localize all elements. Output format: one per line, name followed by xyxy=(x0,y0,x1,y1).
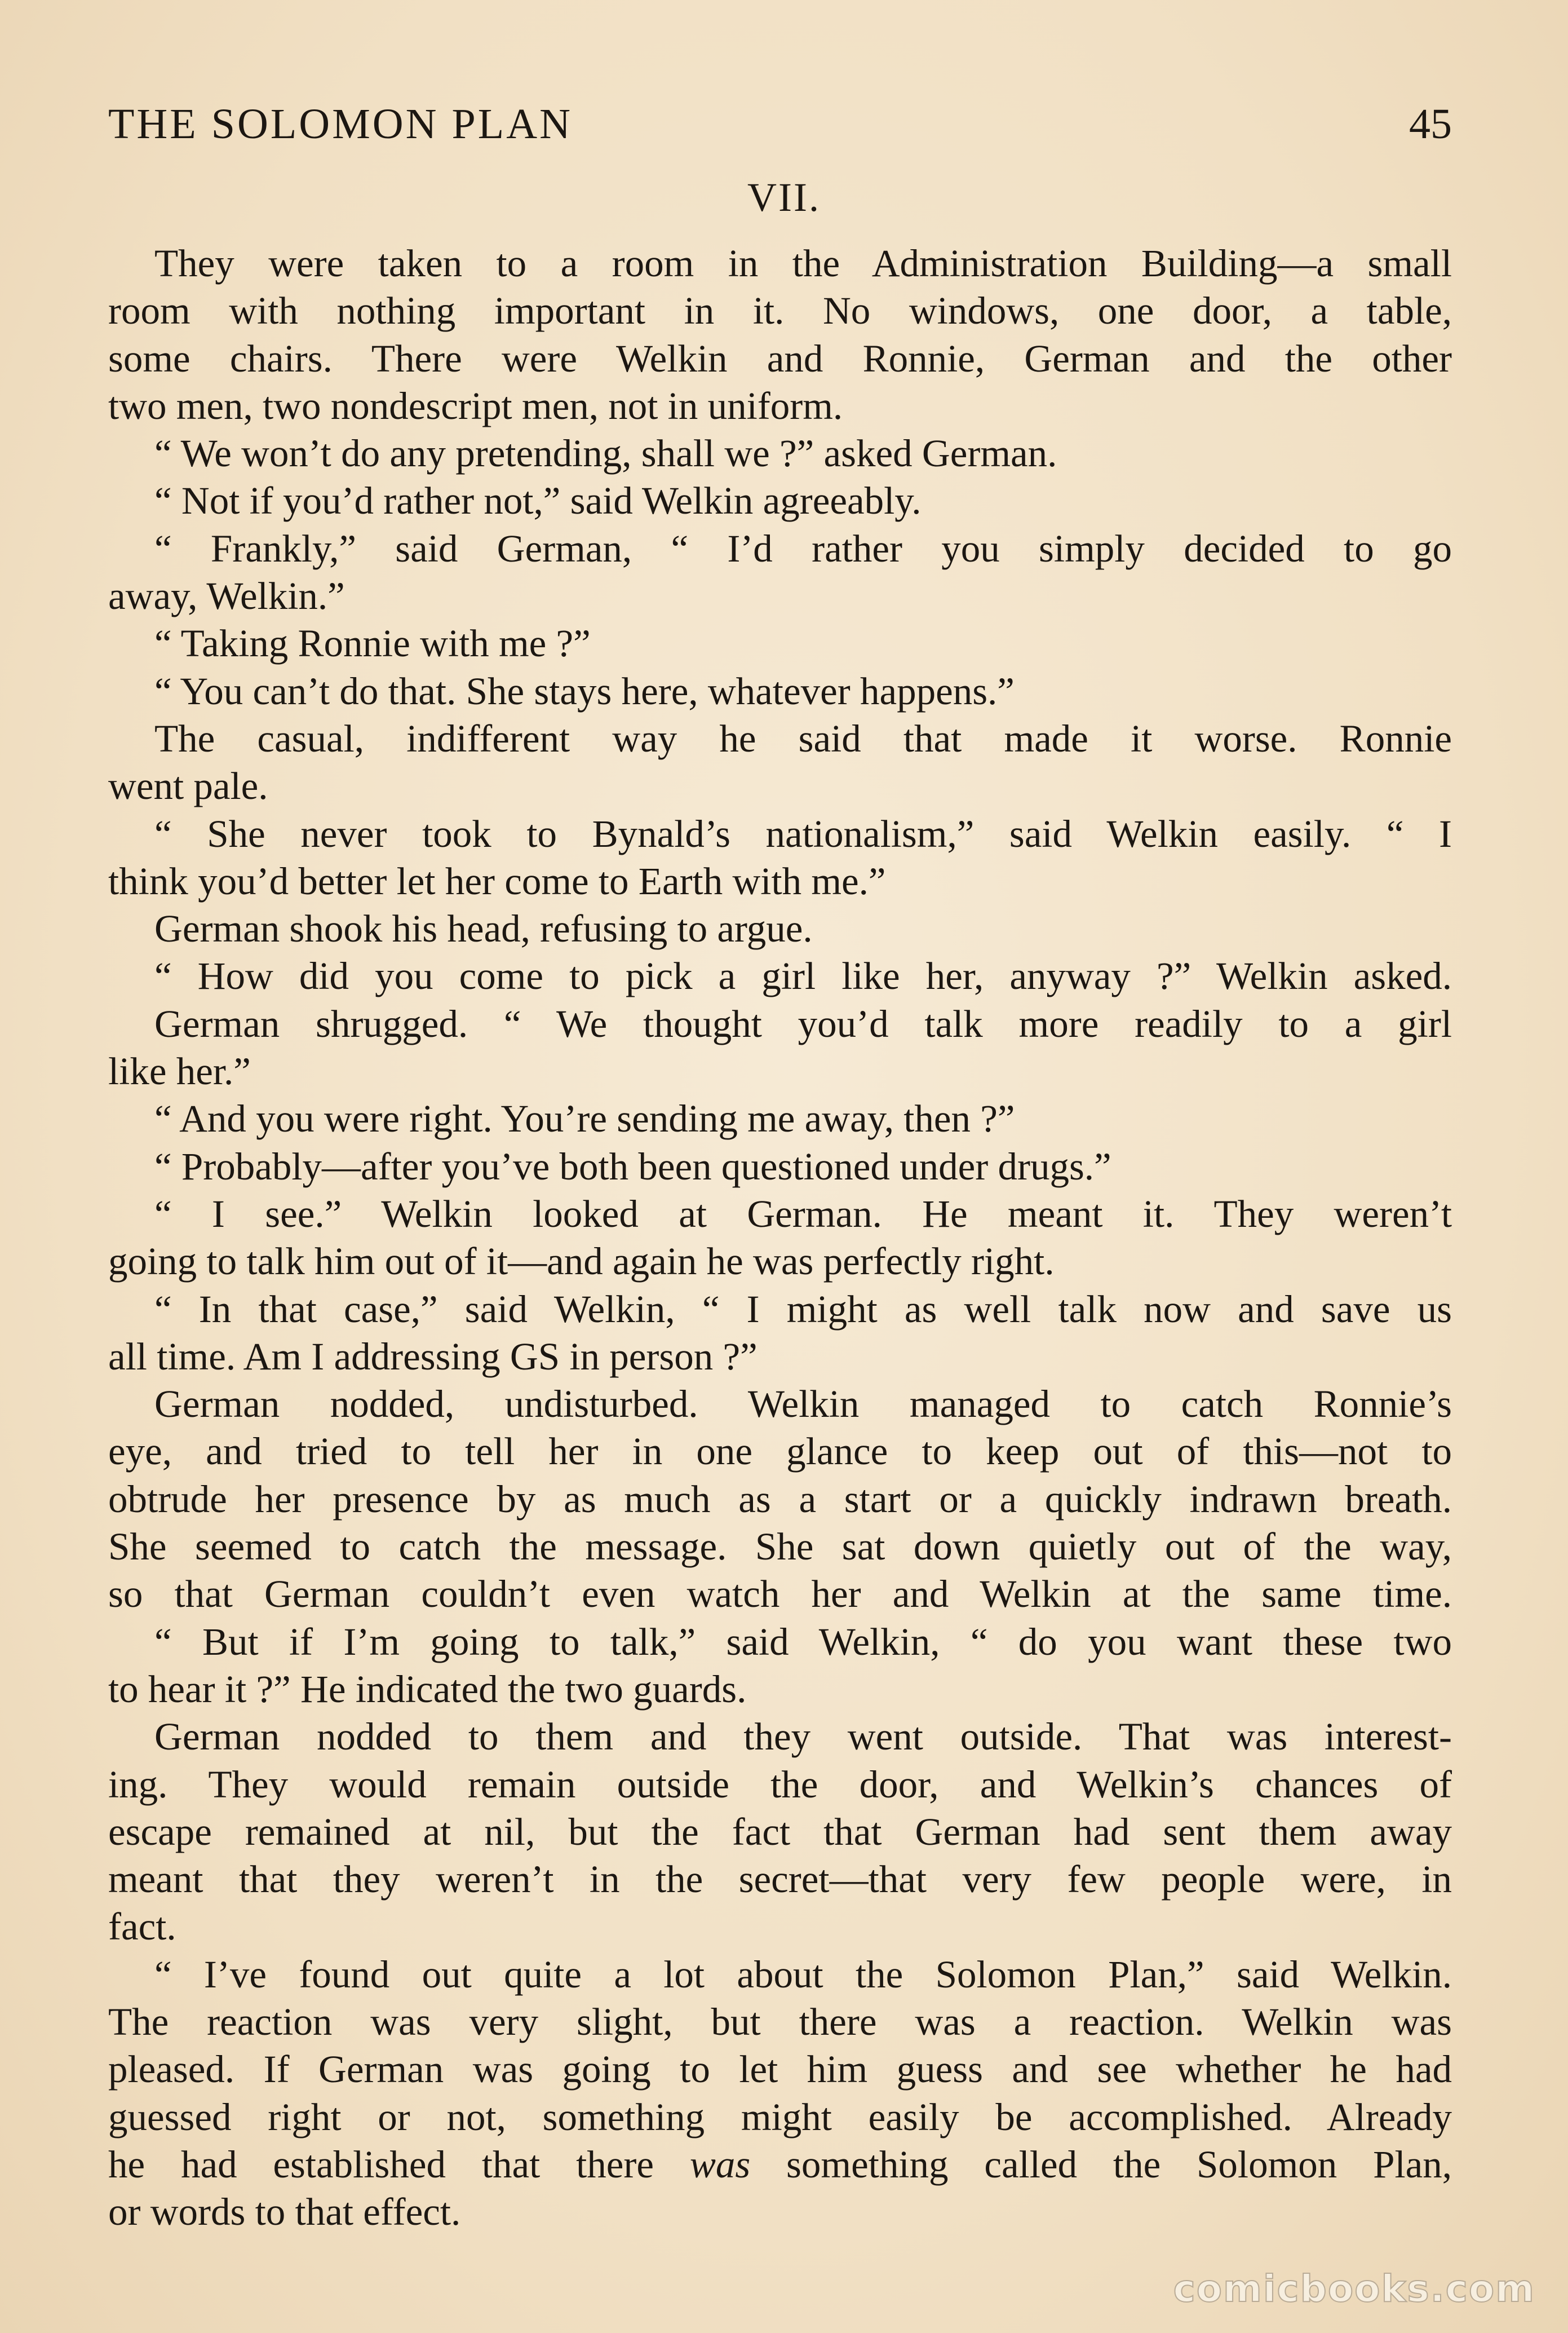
text-line: going to talk him out of it—and again he was perfectly right. xyxy=(108,1240,1055,1283)
text-line: “ We won’t do any pretending, shall we ?” asked German. xyxy=(154,432,1057,475)
text-line: “ Frankly,” said German, “ I’d rather you simply decided to go xyxy=(154,527,1452,570)
text-line: all time. Am I addressing GS in person ?” xyxy=(108,1335,758,1378)
text-line: or words to that effect. xyxy=(108,2190,461,2234)
text-segment: something called the Solomon Plan, xyxy=(750,2142,1452,2186)
text-line: some chairs. There were Welkin and Ronnie, German and the other xyxy=(108,337,1452,380)
text-line: German nodded to them and they went outside. That was interest- xyxy=(154,1715,1452,1758)
text-line: “ She never took to Bynald’s nationalism,” said Welkin easily. “ I xyxy=(154,812,1452,855)
text-line: German shrugged. “ We thought you’d talk more readily to a girl xyxy=(154,1002,1452,1045)
text-line: so that German couldn’t even watch her and Welkin at the same time. xyxy=(108,1572,1452,1616)
text-line: “ How did you come to pick a girl like her, anyway ?” Welkin asked. xyxy=(154,955,1452,998)
text-line: German nodded, undisturbed. Welkin managed to catch Ronnie’s xyxy=(154,1382,1452,1426)
text-line: went pale. xyxy=(108,765,268,808)
body-text xyxy=(108,240,1452,2235)
text-line: guessed right or not, something might easily be accomplished. Already xyxy=(108,2095,1452,2138)
text-line: pleased. If German was going to let him guess and see whether he had xyxy=(108,2048,1452,2091)
text-line xyxy=(108,2141,1452,2188)
text-line: German shook his head, refusing to argue. xyxy=(154,907,813,951)
text-line: “ You can’t do that. She stays here, whatever happens.” xyxy=(154,669,1015,713)
text-line: away, Welkin.” xyxy=(108,575,345,618)
text-line: to hear it ?” He indicated the two guards. xyxy=(108,1667,747,1711)
text-line: “ And you were right. You’re sending me away, then ?” xyxy=(154,1097,1015,1141)
text-line: obtrude her presence by as much as a start or a quickly indrawn breath. xyxy=(108,1477,1452,1521)
text-line: escape remained at nil, but the fact that German had sent them away xyxy=(108,1810,1452,1853)
text-line: “ Probably—after you’ve both been questioned under drugs.” xyxy=(154,1145,1111,1188)
emphasis-was: was xyxy=(689,2142,751,2186)
text-line: meant that they weren’t in the secret—that very few people were, in xyxy=(108,1858,1452,1901)
text-line: think you’d better let her come to Earth with me.” xyxy=(108,859,886,903)
text-line: “ Not if you’d rather not,” said Welkin agreeably. xyxy=(154,479,922,523)
chapter-heading: VII. xyxy=(747,175,821,220)
text-line: “ I’ve found out quite a lot about the Solomon Plan,” said Welkin. xyxy=(154,1952,1452,1996)
text-line: like her.” xyxy=(108,1050,251,1093)
text-line: The reaction was very slight, but there was a reaction. Welkin was xyxy=(108,2000,1452,2043)
text-line: “ In that case,” said Welkin, “ I might as well talk now and save us xyxy=(154,1287,1452,1331)
text-line: room with nothing important in it. No windows, one door, a table, xyxy=(108,289,1452,333)
text-line: eye, and tried to tell her in one glance to keep out of this—not to xyxy=(108,1430,1452,1473)
running-title: THE SOLOMON PLAN xyxy=(108,100,573,148)
text-line: fact. xyxy=(108,1905,176,1948)
text-line: ing. They would remain outside the door, and Welkin’s chances of xyxy=(108,1762,1452,1806)
text-line: She seemed to catch the message. She sat down quietly out of the way, xyxy=(108,1525,1452,1568)
running-head xyxy=(108,96,1452,158)
text-line: “ I see.” Welkin looked at German. He meant it. They weren’t xyxy=(154,1192,1452,1235)
text-line: The casual, indifferent way he said that made it worse. Ronnie xyxy=(154,717,1452,760)
text-line: “ Taking Ronnie with me ?” xyxy=(154,622,591,665)
text-line: They were taken to a room in the Administration Building—a small xyxy=(154,242,1452,285)
page-number: 45 xyxy=(1409,100,1452,148)
text-segment: he had established that there xyxy=(108,2142,690,2186)
text-line: two men, two nondescript men, not in uniform. xyxy=(108,384,843,427)
text-line: “ But if I’m going to talk,” said Welkin, “ do you want these two xyxy=(154,1620,1452,1663)
watermark: comicbooks.com xyxy=(1173,2267,1535,2310)
